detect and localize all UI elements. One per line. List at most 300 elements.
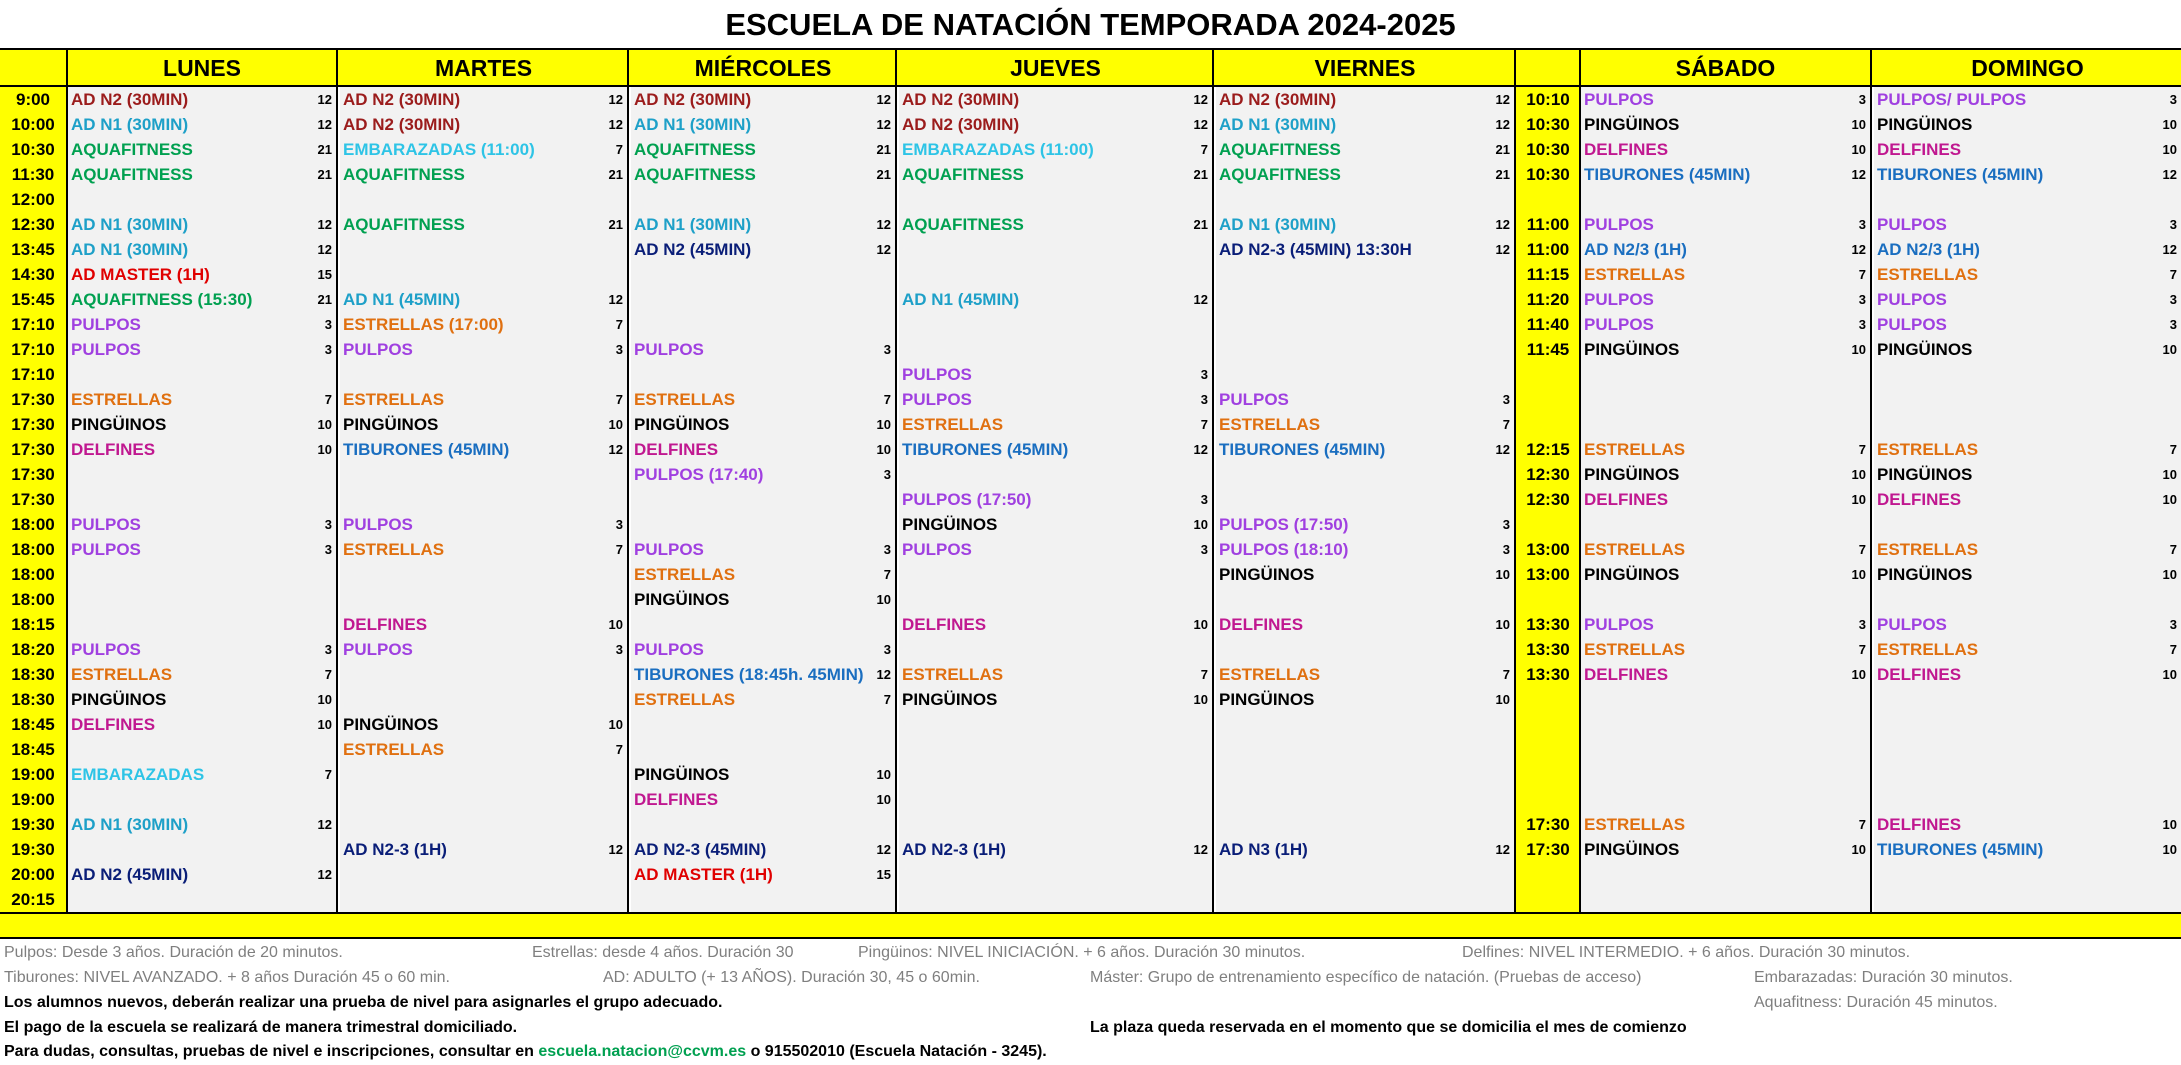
- class-capacity: 12: [608, 117, 623, 132]
- class-capacity: 10: [2162, 117, 2177, 132]
- class-capacity: 7: [1200, 142, 1208, 157]
- class-name: AD N2/3 (1H): [1584, 240, 1687, 259]
- class-name: PULPOS (17:50): [902, 490, 1032, 509]
- class-capacity: 7: [2169, 642, 2177, 657]
- class-name: AD N1 (45MIN): [902, 290, 1020, 309]
- footer-ad: AD: ADULTO (+ 13 AÑOS). Duración 30, 45 o 60min.: [603, 969, 980, 986]
- class-capacity: 7: [2169, 442, 2177, 457]
- class-capacity: 10: [876, 442, 891, 457]
- grid-line-vertical: [895, 48, 897, 912]
- class-capacity: 12: [317, 817, 332, 832]
- class-name: ESTRELLAS: [902, 415, 1004, 434]
- class-name: AD N2/3 (1H): [1877, 240, 1980, 259]
- weekend-time-label: 10:30: [1526, 140, 1570, 159]
- class-capacity: 3: [1858, 317, 1866, 332]
- weekend-time-label: 10:30: [1526, 165, 1570, 184]
- class-capacity: 7: [2169, 267, 2177, 282]
- class-name: AD N3 (1H): [1219, 840, 1308, 859]
- class-name: DELFINES: [634, 790, 719, 809]
- time-label: 17:30: [11, 440, 55, 459]
- class-name: TIBURONES (18:45h. 45MIN): [634, 665, 864, 684]
- time-label: 17:30: [11, 415, 55, 434]
- grid-line-vertical: [66, 48, 68, 912]
- class-name: AQUAFITNESS: [343, 215, 465, 234]
- footer-estrellas: Estrellas: desde 4 años. Duración 30: [532, 944, 794, 961]
- time-label: 17:10: [11, 340, 55, 359]
- weekend-time-label: 11:45: [1526, 340, 1570, 359]
- weekend-time-label: 11:40: [1526, 315, 1570, 334]
- class-name: TIBURONES (45MIN): [343, 440, 510, 459]
- class-name: ESTRELLAS: [1219, 665, 1321, 684]
- class-capacity: 10: [1851, 117, 1866, 132]
- class-capacity: 10: [2162, 467, 2177, 482]
- time-label: 17:10: [11, 315, 55, 334]
- class-capacity: 7: [324, 667, 332, 682]
- class-name: PINGÜINOS: [1877, 465, 1973, 484]
- footer-delfines: Delfines: NIVEL INTERMEDIO. + 6 años. Duración 30 minutos.: [1462, 944, 1911, 961]
- class-capacity: 3: [324, 342, 332, 357]
- time-label: 18:15: [11, 615, 55, 634]
- footer-pago: El pago de la escuela se realizará de manera trimestral domiciliado.: [4, 1019, 518, 1036]
- class-capacity: 7: [1858, 542, 1866, 557]
- class-capacity: 10: [608, 717, 623, 732]
- class-name: PULPOS: [343, 340, 413, 359]
- time-label: 15:45: [11, 290, 55, 309]
- time-label: 19:30: [11, 815, 55, 834]
- class-capacity: 10: [1851, 492, 1866, 507]
- class-capacity: 21: [608, 217, 623, 232]
- class-name: PULPOS: [1877, 315, 1947, 334]
- class-capacity: 12: [876, 217, 891, 232]
- time-label: 17:30: [11, 465, 55, 484]
- footer-pinguinos: Pingüinos: NIVEL INICIACIÓN. + 6 años. Duración 30 minutos.: [858, 944, 1306, 961]
- class-capacity: 12: [1495, 217, 1510, 232]
- weekend-time-label: 12:30: [1526, 465, 1570, 484]
- class-capacity: 7: [1858, 267, 1866, 282]
- class-name: PULPOS (17:40): [634, 465, 764, 484]
- class-name: PULPOS: [1877, 215, 1947, 234]
- class-name: AD N1 (30MIN): [634, 115, 752, 134]
- time-label: 18:20: [11, 640, 55, 659]
- class-name: ESTRELLAS: [634, 565, 736, 584]
- weekend-time-label: 13:30: [1526, 640, 1570, 659]
- class-capacity: 12: [1495, 92, 1510, 107]
- class-capacity: 10: [2162, 817, 2177, 832]
- class-name: AD N2 (30MIN): [902, 115, 1020, 134]
- class-capacity: 7: [615, 317, 623, 332]
- class-capacity: 12: [317, 867, 332, 882]
- time-label: 17:30: [11, 390, 55, 409]
- class-name: PULPOS: [1219, 390, 1289, 409]
- class-name: AD N2 (45MIN): [634, 240, 752, 259]
- class-capacity: 12: [2162, 242, 2177, 257]
- class-name: DELFINES: [343, 615, 428, 634]
- class-capacity: 3: [1858, 617, 1866, 632]
- class-capacity: 7: [615, 392, 623, 407]
- class-capacity: 12: [876, 242, 891, 257]
- time-label: 13:45: [11, 240, 55, 259]
- weekend-time-label: 11:15: [1526, 265, 1570, 284]
- footer-nuevos: Los alumnos nuevos, deberán realizar una prueba de nivel para asignarles el grupo adecuado.: [4, 994, 723, 1011]
- class-capacity: 12: [1193, 92, 1208, 107]
- class-name: DELFINES: [1219, 615, 1304, 634]
- weekend-time-label: 17:30: [1526, 840, 1570, 859]
- footer-contact-post: o 915502010 (Escuela Natación - 3245).: [746, 1043, 1047, 1060]
- class-capacity: 7: [615, 142, 623, 157]
- class-name: ESTRELLAS: [1877, 640, 1979, 659]
- time-label: 19:00: [11, 790, 55, 809]
- weekend-time-label: 10:30: [1526, 115, 1570, 134]
- footer-aquafitness: Aquafitness: Duración 45 minutos.: [1754, 994, 1998, 1011]
- class-capacity: 12: [608, 442, 623, 457]
- class-capacity: 3: [615, 342, 623, 357]
- class-name: PINGÜINOS: [634, 765, 730, 784]
- day-header: DOMINGO: [1971, 55, 2084, 81]
- class-capacity: 3: [883, 542, 891, 557]
- class-name: EMBARAZADAS: [71, 765, 205, 784]
- class-name: DELFINES: [634, 440, 719, 459]
- class-capacity: 10: [317, 442, 332, 457]
- class-name: PULPOS: [71, 540, 141, 559]
- grid-area: [1216, 87, 1514, 912]
- class-capacity: 3: [1858, 217, 1866, 232]
- class-name: AD N1 (30MIN): [1219, 215, 1337, 234]
- class-name: AQUAFITNESS: [1219, 140, 1341, 159]
- class-capacity: 3: [1858, 292, 1866, 307]
- class-name: PULPOS: [1584, 215, 1654, 234]
- class-name: PULPOS: [343, 515, 413, 534]
- class-capacity: 15: [317, 267, 332, 282]
- class-capacity: 21: [1193, 217, 1208, 232]
- class-name: AQUAFITNESS: [634, 140, 756, 159]
- footer-embarazadas: Embarazadas: Duración 30 minutos.: [1754, 969, 2013, 986]
- class-capacity: 12: [317, 217, 332, 232]
- class-capacity: 7: [324, 392, 332, 407]
- class-name: PINGÜINOS: [343, 415, 439, 434]
- class-name: DELFINES: [1877, 815, 1962, 834]
- class-name: AD MASTER (1H): [634, 865, 773, 884]
- class-name: PULPOS: [1877, 615, 1947, 634]
- time-label: 18:45: [11, 740, 55, 759]
- class-capacity: 7: [324, 767, 332, 782]
- class-capacity: 12: [1495, 842, 1510, 857]
- class-capacity: 10: [2162, 342, 2177, 357]
- class-name: DELFINES: [1584, 665, 1669, 684]
- class-name: AD MASTER (1H): [71, 265, 210, 284]
- class-capacity: 10: [2162, 142, 2177, 157]
- class-name: AD N2-3 (45MIN) 13:30H: [1219, 240, 1412, 259]
- time-label: 18:00: [11, 565, 55, 584]
- class-name: TIBURONES (45MIN): [1877, 840, 2044, 859]
- class-name: DELFINES: [1584, 140, 1669, 159]
- class-name: ESTRELLAS: [1584, 440, 1686, 459]
- class-capacity: 12: [876, 842, 891, 857]
- grid-area: [68, 87, 336, 912]
- class-capacity: 10: [876, 792, 891, 807]
- class-name: PINGÜINOS: [1877, 115, 1973, 134]
- class-name: TIBURONES (45MIN): [1584, 165, 1751, 184]
- class-capacity: 12: [317, 92, 332, 107]
- class-name: AD N1 (30MIN): [1219, 115, 1337, 134]
- day-header: MIÉRCOLES: [694, 55, 832, 81]
- weekend-time-label: 12:30: [1526, 490, 1570, 509]
- class-capacity: 15: [876, 867, 891, 882]
- class-name: PINGÜINOS: [902, 690, 998, 709]
- class-name: PULPOS: [634, 640, 704, 659]
- class-name: ESTRELLAS: [902, 665, 1004, 684]
- class-name: ESTRELLAS: [343, 540, 445, 559]
- class-name: AD N1 (30MIN): [634, 215, 752, 234]
- class-capacity: 12: [876, 117, 891, 132]
- class-capacity: 7: [1858, 442, 1866, 457]
- class-capacity: 12: [1851, 242, 1866, 257]
- contact-email-link[interactable]: escuela.natacion@ccvm.es: [538, 1043, 747, 1060]
- class-capacity: 12: [1495, 117, 1510, 132]
- time-label: 11:30: [11, 165, 55, 184]
- class-capacity: 10: [2162, 567, 2177, 582]
- class-name: ESTRELLAS: [1877, 540, 1979, 559]
- class-name: PINGÜINOS: [1877, 340, 1973, 359]
- grid-line-vertical: [1212, 48, 1214, 912]
- time-label: 18:45: [11, 715, 55, 734]
- grid-line-bottom: [0, 912, 2181, 914]
- class-capacity: 3: [2169, 317, 2177, 332]
- class-name: EMBARAZADAS (11:00): [343, 140, 535, 159]
- grid-line-footer: [0, 937, 2181, 939]
- class-capacity: 10: [2162, 842, 2177, 857]
- time-label: 10:30: [11, 140, 55, 159]
- footer-pulpos: Pulpos: Desde 3 años. Duración de 20 minutos.: [4, 944, 343, 961]
- class-capacity: 21: [876, 142, 891, 157]
- class-capacity: 3: [1858, 92, 1866, 107]
- class-name: PULPOS: [1584, 315, 1654, 334]
- class-name: PINGÜINOS: [71, 690, 167, 709]
- class-capacity: 10: [1851, 842, 1866, 857]
- class-capacity: 3: [1502, 392, 1510, 407]
- class-capacity: 3: [2169, 217, 2177, 232]
- class-capacity: 7: [883, 392, 891, 407]
- class-capacity: 3: [1502, 542, 1510, 557]
- class-capacity: 10: [1851, 142, 1866, 157]
- class-name: PULPOS: [1584, 90, 1654, 109]
- class-capacity: 10: [876, 767, 891, 782]
- class-name: PULPOS: [634, 540, 704, 559]
- class-capacity: 21: [1495, 142, 1510, 157]
- class-name: PULPOS: [902, 540, 972, 559]
- class-name: DELFINES: [1877, 665, 1962, 684]
- class-name: PINGÜINOS: [1584, 115, 1680, 134]
- class-name: AD N2 (30MIN): [343, 90, 461, 109]
- class-capacity: 3: [615, 517, 623, 532]
- weekend-time-label: 13:00: [1526, 540, 1570, 559]
- class-name: PINGÜINOS: [1877, 565, 1973, 584]
- class-name: AD N1 (30MIN): [71, 215, 189, 234]
- class-name: AD N1 (30MIN): [71, 115, 189, 134]
- time-label: 18:00: [11, 540, 55, 559]
- class-capacity: 10: [1193, 517, 1208, 532]
- class-capacity: 10: [317, 692, 332, 707]
- class-capacity: 10: [1193, 617, 1208, 632]
- class-name: PINGÜINOS: [634, 590, 730, 609]
- weekend-time-label: 13:30: [1526, 665, 1570, 684]
- class-name: PULPOS: [71, 515, 141, 534]
- day-header: LUNES: [163, 55, 241, 81]
- class-name: PINGÜINOS: [343, 715, 439, 734]
- class-name: AQUAFITNESS: [1219, 165, 1341, 184]
- time-label: 19:30: [11, 840, 55, 859]
- class-capacity: 7: [615, 742, 623, 757]
- class-capacity: 7: [883, 692, 891, 707]
- footer-contact: [4, 1040, 1047, 1064]
- class-name: EMBARAZADAS (11:00): [902, 140, 1094, 159]
- class-capacity: 12: [1851, 167, 1866, 182]
- class-name: AD N2-3 (45MIN): [634, 840, 767, 859]
- time-label: 12:00: [11, 190, 55, 209]
- time-label: 9:00: [15, 90, 51, 109]
- class-name: DELFINES: [902, 615, 987, 634]
- class-name: AQUAFITNESS (15:30): [71, 290, 253, 309]
- grid-line-vertical: [627, 48, 629, 912]
- class-capacity: 10: [1851, 667, 1866, 682]
- grid-line-vertical: [336, 48, 338, 912]
- class-capacity: 7: [1502, 417, 1510, 432]
- class-capacity: 10: [1851, 467, 1866, 482]
- class-name: AD N1 (45MIN): [343, 290, 461, 309]
- weekend-time-label: 11:00: [1526, 215, 1570, 234]
- time-label: 18:30: [11, 690, 55, 709]
- class-capacity: 7: [615, 542, 623, 557]
- class-capacity: 10: [1193, 692, 1208, 707]
- time-label: 10:00: [11, 115, 55, 134]
- class-name: ESTRELLAS (17:00): [343, 315, 504, 334]
- class-name: PINGÜINOS: [634, 415, 730, 434]
- class-name: PULPOS (17:50): [1219, 515, 1349, 534]
- class-capacity: 10: [2162, 492, 2177, 507]
- time-label: 12:30: [11, 215, 55, 234]
- grid-line-vertical: [1870, 48, 1872, 912]
- footer-plaza: La plaza queda reservada en el momento que se domicilia el mes de comienzo: [1090, 1019, 1687, 1036]
- class-capacity: 3: [2169, 617, 2177, 632]
- time-label: 19:00: [11, 765, 55, 784]
- class-name: AQUAFITNESS: [634, 165, 756, 184]
- class-name: PINGÜINOS: [1584, 840, 1680, 859]
- class-capacity: 3: [883, 342, 891, 357]
- class-capacity: 3: [2169, 292, 2177, 307]
- class-name: PINGÜINOS: [1584, 465, 1680, 484]
- class-capacity: 12: [1193, 117, 1208, 132]
- class-name: PINGÜINOS: [902, 515, 998, 534]
- class-name: AD N2-3 (1H): [902, 840, 1006, 859]
- class-capacity: 10: [317, 717, 332, 732]
- class-name: AQUAFITNESS: [343, 165, 465, 184]
- class-capacity: 12: [1193, 442, 1208, 457]
- class-name: AD N2 (30MIN): [343, 115, 461, 134]
- class-capacity: 10: [876, 592, 891, 607]
- class-name: PINGÜINOS: [1584, 565, 1680, 584]
- class-name: AQUAFITNESS: [902, 165, 1024, 184]
- class-name: AD N2-3 (1H): [343, 840, 447, 859]
- class-name: DELFINES: [1877, 490, 1962, 509]
- day-header: VIERNES: [1314, 55, 1416, 81]
- class-capacity: 7: [883, 567, 891, 582]
- class-name: DELFINES: [71, 715, 156, 734]
- class-capacity: 7: [1200, 667, 1208, 682]
- class-name: ESTRELLAS: [1877, 265, 1979, 284]
- class-capacity: 21: [317, 167, 332, 182]
- class-capacity: 21: [317, 292, 332, 307]
- class-capacity: 21: [1495, 167, 1510, 182]
- footer-master: Máster: Grupo de entrenamiento específico de natación. (Pruebas de acceso): [1090, 969, 1642, 986]
- class-capacity: 3: [1502, 517, 1510, 532]
- class-capacity: 3: [1200, 542, 1208, 557]
- class-capacity: 10: [1495, 567, 1510, 582]
- page-title: ESCUELA DE NATACIÓN TEMPORADA 2024-2025: [725, 7, 1456, 42]
- class-capacity: 10: [1495, 692, 1510, 707]
- class-capacity: 10: [1851, 342, 1866, 357]
- time-label: 18:00: [11, 590, 55, 609]
- class-capacity: 12: [608, 92, 623, 107]
- time-label: 20:15: [11, 890, 55, 909]
- class-capacity: 3: [615, 642, 623, 657]
- class-name: PULPOS/ PULPOS: [1877, 90, 2027, 109]
- class-capacity: 12: [317, 117, 332, 132]
- class-name: AQUAFITNESS: [71, 165, 193, 184]
- class-name: AD N2 (30MIN): [902, 90, 1020, 109]
- weekend-time-label: 11:00: [1526, 240, 1570, 259]
- class-capacity: 12: [1193, 842, 1208, 857]
- class-name: PULPOS: [71, 640, 141, 659]
- class-name: PULPOS: [1877, 290, 1947, 309]
- class-name: ESTRELLAS: [1877, 440, 1979, 459]
- time-label: 18:00: [11, 515, 55, 534]
- class-name: AQUAFITNESS: [902, 215, 1024, 234]
- class-name: PULPOS: [343, 640, 413, 659]
- class-capacity: 10: [2162, 667, 2177, 682]
- class-name: PINGÜINOS: [1219, 690, 1315, 709]
- time-label: 17:10: [11, 365, 55, 384]
- class-capacity: 12: [1193, 292, 1208, 307]
- class-name: DELFINES: [71, 440, 156, 459]
- class-name: ESTRELLAS: [634, 390, 736, 409]
- time-label: 17:30: [11, 490, 55, 509]
- class-name: ESTRELLAS: [1584, 640, 1686, 659]
- class-capacity: 3: [1200, 492, 1208, 507]
- class-capacity: 12: [1495, 242, 1510, 257]
- class-capacity: 12: [1495, 442, 1510, 457]
- class-name: ESTRELLAS: [1584, 815, 1686, 834]
- class-name: ESTRELLAS: [634, 690, 736, 709]
- class-capacity: 12: [608, 292, 623, 307]
- class-capacity: 7: [1858, 642, 1866, 657]
- class-name: PULPOS: [902, 390, 972, 409]
- class-capacity: 21: [1193, 167, 1208, 182]
- day-header: SÁBADO: [1675, 55, 1776, 81]
- class-capacity: 12: [876, 92, 891, 107]
- class-name: AD N2 (30MIN): [634, 90, 752, 109]
- class-capacity: 3: [2169, 92, 2177, 107]
- class-capacity: 10: [608, 617, 623, 632]
- class-name: ESTRELLAS: [1219, 415, 1321, 434]
- class-name: ESTRELLAS: [343, 390, 445, 409]
- footer-tiburones: Tiburones: NIVEL AVANZADO. + 8 años Duración 45 o 60 min.: [4, 969, 450, 986]
- class-capacity: 10: [876, 417, 891, 432]
- class-capacity: 7: [2169, 542, 2177, 557]
- class-name: AD N2 (30MIN): [71, 90, 189, 109]
- class-capacity: 10: [1851, 567, 1866, 582]
- class-name: AQUAFITNESS: [71, 140, 193, 159]
- class-capacity: 3: [324, 642, 332, 657]
- class-capacity: 7: [1858, 817, 1866, 832]
